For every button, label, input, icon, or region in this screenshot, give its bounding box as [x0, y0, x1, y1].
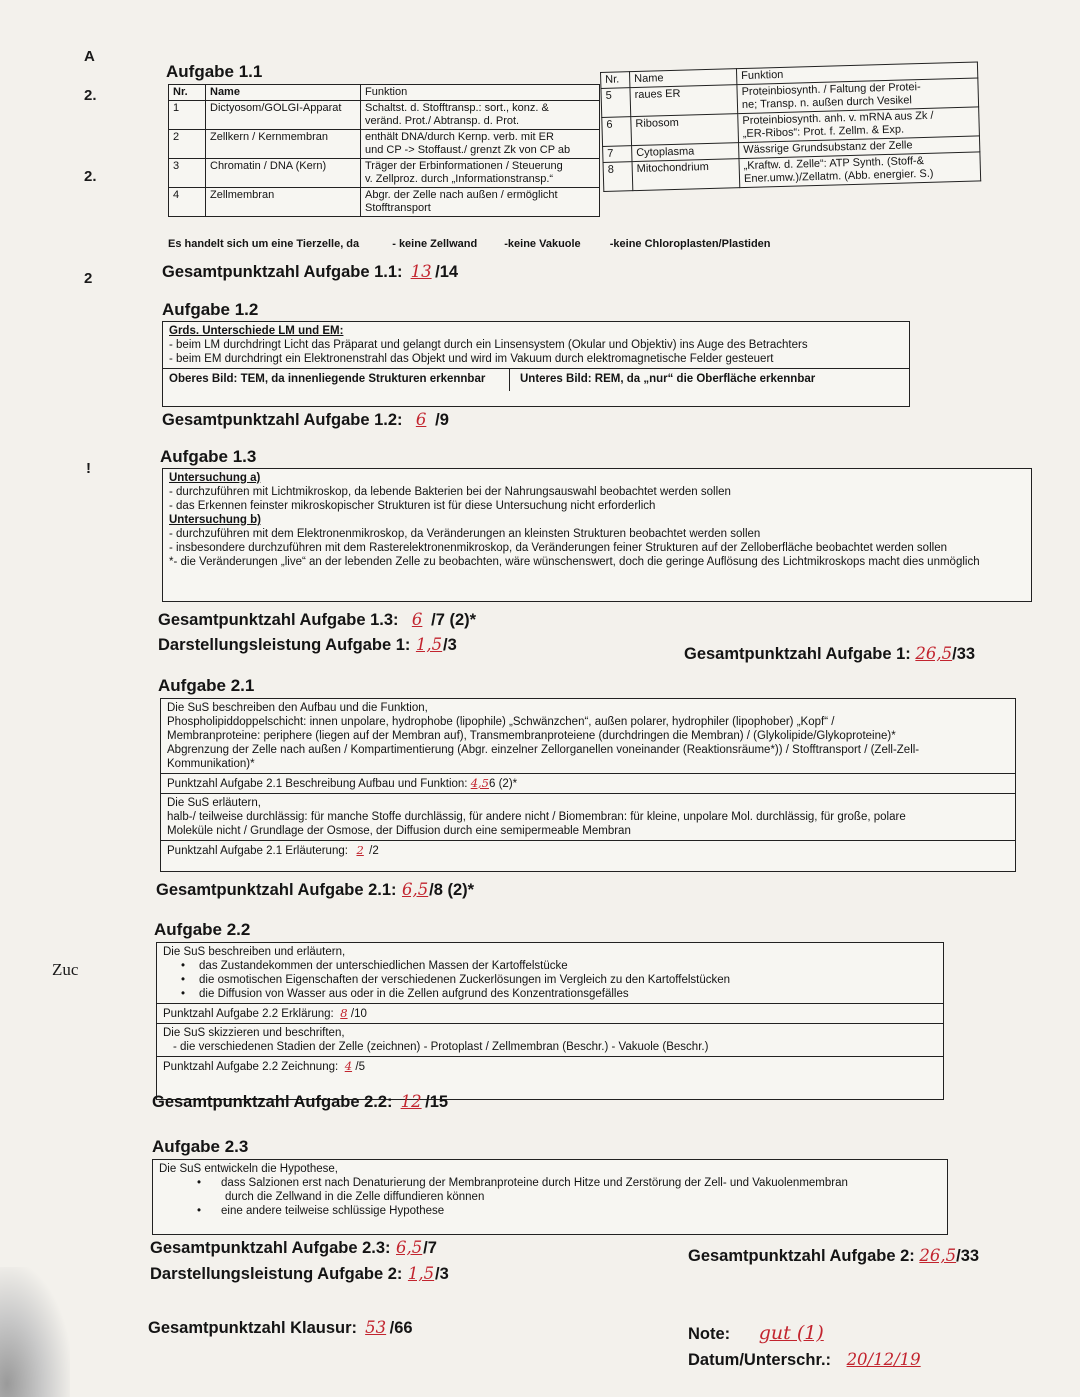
- subtotal-label: Punktzahl Aufgabe 2.1 Beschreibung Aufbau und Funktion:: [167, 778, 468, 790]
- box-line: Die SuS beschreiben und erläutern,: [163, 946, 346, 958]
- subtotal-max: 6 (2)*: [489, 778, 518, 790]
- box-line: halb-/ teilweise durchlässig: für manche Stoffe durchlässig, für andere nicht / Biomembran: für kleine, unpolare Mol. durchlässig, für große, polare: [167, 811, 906, 823]
- table-row: [169, 130, 600, 159]
- box-line: - das Erkennen feinster mikroskopischer Strukturen ist für diese Untersuchung nicht erforderlich: [169, 500, 656, 512]
- cell-name: Mitochondrium: [632, 159, 740, 191]
- box-1-3: [162, 468, 1032, 602]
- bullet-item: • die osmotischen Eigenschaften der verschiedenen Zuckerlösungen im Vergleich zu den Kartoffelstücken: [181, 974, 731, 986]
- cell-nr: 3: [169, 159, 206, 188]
- handwritten-score: 53: [365, 1318, 387, 1337]
- margin-mark-2-2: 2.: [84, 168, 97, 185]
- cell-nr: 4: [169, 188, 206, 217]
- cell-funktion: [361, 188, 600, 217]
- margin-mark-zuc: Zuc: [52, 960, 79, 979]
- funktion-line: „ER-Ribos“: Prot. f. Zellm. & Exp.: [742, 123, 905, 141]
- total-1-2: [162, 410, 449, 430]
- total-max: /14: [435, 263, 459, 281]
- funktion-line: Stofftransport: [365, 202, 431, 214]
- cell-nr: 7: [603, 146, 632, 163]
- table-1-1-left: [168, 84, 600, 217]
- total-label: Gesamtpunktzahl Aufgabe 1.1:: [162, 263, 403, 281]
- bullet-item: • das Zustandekommen der unterschiedlichen Massen der Kartoffelstücke: [181, 960, 568, 972]
- total-1-3: [158, 610, 476, 630]
- total-max: /3: [443, 636, 457, 654]
- funktion-line: v. Zellproz. durch „Informationstransp.“: [365, 173, 554, 185]
- cell-name: Cytoplasma: [632, 143, 739, 162]
- bullet-item: • dass Salzionen erst nach Denaturierung der Membranproteine durch Hitze und Zerstörung der Zell- und Vakuolenmembran: [197, 1177, 848, 1189]
- cell-nr: 8: [603, 162, 633, 192]
- handwritten-score: 12: [400, 1092, 422, 1111]
- box-line: Die SuS erläutern,: [167, 797, 261, 809]
- total-max: /3: [435, 1265, 449, 1283]
- bullet-item: • eine andere teilweise schlüssige Hypothese: [197, 1205, 445, 1217]
- total-label: Darstellungsleistung Aufgabe 1:: [158, 636, 411, 654]
- cell-nr: 5: [601, 88, 631, 118]
- box-line: Kommunikation)*: [167, 758, 255, 770]
- funktion-line: ne; Transp. n. außen durch Vesikel: [741, 94, 913, 112]
- bullet-text: eine andere teilweise schlüssige Hypothese: [221, 1205, 445, 1217]
- darstellung-2: [150, 1264, 449, 1284]
- total-aufgabe-1: [684, 644, 975, 664]
- bullet-text: durch die Zellwand in die Zelle diffundieren können: [225, 1191, 485, 1203]
- handwritten-grade: gut (1): [758, 1322, 824, 1344]
- handwritten-score: 13: [410, 262, 432, 281]
- total-max: /9: [435, 411, 449, 429]
- total-label: Gesamtpunktzahl Klausur:: [148, 1319, 358, 1337]
- box-2-3: [152, 1159, 948, 1235]
- heading-aufgabe-1-3: Aufgabe 1.3: [160, 447, 257, 466]
- box-line: - beim LM durchdringt Licht das Präparat und gelangt durch ein Linsensystem (Okular und Objektiv) ins Auge des Betrachters: [169, 339, 808, 351]
- handwritten-score: 6,5: [401, 880, 429, 899]
- box-1-2-bottom: [163, 368, 909, 391]
- funktion-line: Proteinbiosynth. anh. v. mRNA aus Zk /: [742, 109, 934, 128]
- cell-nr: 1: [169, 101, 206, 130]
- box-1-2: [162, 321, 910, 407]
- handwritten-score: 6: [411, 610, 423, 629]
- funktion-line: Schaltst. d. Stofftransp.: sort., konz. &: [365, 102, 549, 114]
- cell-nr: 6: [602, 117, 632, 147]
- total-label: Gesamtpunktzahl Aufgabe 2.3:: [150, 1239, 391, 1257]
- funktion-line: Abgr. der Zelle nach außen / ermöglicht: [365, 189, 558, 201]
- subtotal-max: /10: [350, 1008, 367, 1020]
- box-2-1-content: [161, 699, 1015, 773]
- funktion-line: Träger der Erbinformationen / Steuerung: [365, 160, 563, 172]
- box-2-3-content: [153, 1160, 947, 1220]
- box-line: Die SuS entwickeln die Hypothese,: [159, 1163, 338, 1175]
- cell-funktion: [361, 130, 600, 159]
- box-2-2: [156, 942, 944, 1100]
- bottom-left-text: Oberes Bild: TEM, da innenliegende Strukturen erkennbar: [163, 369, 510, 391]
- box-line: - die verschiedenen Stadien der Zelle (zeichnen) - Protoplast / Zellmembran (Beschr.) - Vakuole (Beschr.): [173, 1041, 709, 1053]
- cell-name: Chromatin / DNA (Kern): [206, 159, 361, 188]
- box-2-2-content: [157, 943, 943, 1003]
- table-row: [169, 101, 600, 130]
- table-1-1-right: [600, 61, 981, 192]
- handwritten-score: 8: [340, 1006, 348, 1020]
- cell-funktion: [361, 159, 600, 188]
- box-line: Phospholipiddoppelschicht: innen unpolare, hydrophobe (lipophile) „Schwänzchen“, außen polarer, hydrophiler (lipophober) „Kopf“ /: [167, 716, 835, 728]
- box-line: - durchzuführen mit Lichtmikroskop, da lebende Bakterien bei der Nahrungsauswahl beobachtet werden sollen: [169, 486, 731, 498]
- box-2-1-content-2: [161, 793, 1015, 840]
- margin-mark-2-3: 2: [84, 270, 93, 287]
- cell-name: Ribosom: [631, 114, 739, 146]
- cell-name: Zellmembran: [206, 188, 361, 217]
- total-label: Gesamtpunktzahl Aufgabe 1:: [684, 645, 911, 663]
- box-1-2-content: [163, 322, 909, 368]
- table-row: [169, 188, 600, 217]
- total-max: /7 (2)*: [431, 611, 477, 629]
- note-label: Note:: [688, 1325, 731, 1343]
- bullet-text: die Diffusion von Wasser aus oder in die Zellen aufgrund des Konzentrationsgefälles: [199, 988, 629, 1000]
- header-nr: Nr.: [601, 72, 630, 89]
- bullet-item: • die Diffusion von Wasser aus oder in die Zellen aufgrund des Konzentrationsgefälles: [181, 988, 629, 1000]
- total-label: Darstellungsleistung Aufgabe 2:: [150, 1265, 403, 1283]
- box-line: - beim EM durchdringt ein Elektronenstrahl das Objekt und wird im Vakuum durch elektromagnetische Felder gesteuert: [169, 353, 774, 365]
- cell-funktion: [739, 152, 981, 188]
- cell-funktion: [361, 101, 600, 130]
- box-line: - durchzuführen mit dem Elektronenmikroskop, da Veränderungen an kleinsten Strukturen beobachtet werden sollen: [169, 528, 761, 540]
- margin-mark-exclaim: !: [86, 460, 91, 477]
- box-line: Grds. Unterschiede LM und EM:: [169, 325, 344, 337]
- box-line: Untersuchung a): [169, 472, 261, 484]
- total-max: /33: [952, 645, 976, 663]
- header-funktion: Funktion: [736, 62, 977, 85]
- total-2-2: [152, 1092, 448, 1112]
- funktion-line: und CP -> Stoffaust./ grenzt Zk von CP ab: [365, 144, 571, 156]
- handwritten-score: 1,5: [407, 1264, 435, 1283]
- box-line: Membranproteine: periphere (liegen auf der Membran auf), Transmembranproteiene (durchdringen die Membran) / (Glykolipide/Glykoproteine)*: [167, 730, 896, 742]
- datum-label: Datum/Unterschr.:: [688, 1351, 832, 1369]
- subtotal-max: /2: [369, 845, 379, 857]
- box-line: Die SuS skizzieren und beschriften,: [163, 1027, 345, 1039]
- total-max: /8 (2)*: [429, 881, 475, 899]
- table-row: [169, 159, 600, 188]
- subtotal-2-2-zeichnung: [157, 1056, 943, 1076]
- footer-text: Es handelt sich um eine Tierzelle, da: [168, 238, 360, 250]
- box-line: Untersuchung b): [169, 514, 261, 526]
- box-2-1: [160, 698, 1016, 872]
- box-line: - insbesondere durchzuführen mit dem Rasterelektronenmikroskop, da Veränderungen feiner Strukturen auf der Zelloberfläche beobachtet werden sollen: [169, 542, 947, 554]
- heading-aufgabe-1-1: Aufgabe 1.1: [166, 62, 263, 81]
- bullet-text: dass Salzionen erst nach Denaturierung der Membranproteine durch Hitze und Zerstörung der Zell- und Vakuolenmembran: [221, 1177, 848, 1189]
- cell-name: raues ER: [630, 85, 738, 117]
- total-1-1: [162, 262, 458, 282]
- funktion-line: „Kraftw. d. Zelle“: ATP Synth. (Stoff-&: [743, 154, 925, 173]
- handwritten-score: 4,5: [470, 776, 489, 790]
- photo-shadow: [0, 1267, 70, 1397]
- heading-aufgabe-2-2: Aufgabe 2.2: [154, 920, 251, 939]
- cell-nr: 2: [169, 130, 206, 159]
- total-2-1: [156, 880, 474, 900]
- funktion-line: veränd. Prot./ Abtransp. d. Prot.: [365, 115, 520, 127]
- note-field: [688, 1322, 959, 1344]
- total-label: Gesamtpunktzahl Aufgabe 2.1:: [156, 881, 397, 899]
- funktion-line: Ener.umw.)/Zellatm. (Abb. energier. S.): [743, 167, 934, 186]
- funktion-line: enthält DNA/durch Kernp. verb. mit ER: [365, 131, 554, 143]
- total-klausur: [148, 1318, 413, 1338]
- subtotal-max: /5: [355, 1061, 365, 1073]
- handwritten-score: 6,5: [395, 1238, 423, 1257]
- box-2-2-content-2: [157, 1023, 943, 1056]
- total-2-3: [150, 1238, 437, 1258]
- box-1-3-content: [163, 469, 1031, 571]
- handwritten-score: 1,5: [415, 635, 443, 654]
- funktion-line: Wässrige Grundsubstanz der Zelle: [743, 139, 913, 157]
- header-funktion: Funktion: [361, 85, 600, 101]
- total-max: /7: [423, 1239, 437, 1257]
- subtotal-label: Punktzahl Aufgabe 2.2 Erklärung:: [163, 1008, 334, 1020]
- box-line: Moleküle nicht / Grundlage der Osmose, der Diffusion durch eine semipermeable Membran: [167, 825, 631, 837]
- subtotal-label: Punktzahl Aufgabe 2.2 Zeichnung:: [163, 1061, 339, 1073]
- bullet-text: die osmotischen Eigenschaften der verschiedenen Zuckerlösungen im Vergleich zu den Kartoffelstücken: [199, 974, 731, 986]
- bullet-text: das Zustandekommen der unterschiedlichen Massen der Kartoffelstücke: [199, 960, 568, 972]
- subtotal-2-2-erklaerung: [157, 1003, 943, 1023]
- handwritten-score: 4: [344, 1059, 353, 1073]
- bottom-right-text: Unteres Bild: REM, da „nur“ die Oberfläche erkennbar: [520, 373, 816, 385]
- footer-text: - keine Zellwand: [392, 238, 478, 250]
- handwritten-date: 20/12/19: [846, 1350, 921, 1369]
- datum-field: [688, 1350, 932, 1370]
- subtotal-2-1-erlaeuterung: [161, 840, 1015, 860]
- total-aufgabe-2: [688, 1246, 979, 1266]
- header-nr: Nr.: [169, 85, 206, 101]
- table-1-1-footer: [168, 238, 788, 250]
- cell-name: Dictyosom/GOLGI-Apparat: [206, 101, 361, 130]
- total-label: Gesamtpunktzahl Aufgabe 1.2:: [162, 411, 403, 429]
- handwritten-score: 6: [415, 410, 427, 429]
- table-header-row: [169, 85, 600, 101]
- header-name: Name: [630, 69, 737, 88]
- handwritten-score: 26,5: [915, 644, 953, 663]
- subtotal-2-1-beschreibung: [161, 773, 1015, 793]
- darstellung-1: [158, 635, 457, 655]
- margin-mark-a: A: [84, 48, 95, 65]
- box-line: Abgrenzung der Zelle nach außen / Kompartimentierung (Abgr. einzelner Zellorganellen voneinander (Reaktionsräume*)) / Stofftransport / (Zell-Zell-: [167, 744, 920, 756]
- handwritten-score: 2: [356, 843, 364, 857]
- total-label: Gesamtpunktzahl Aufgabe 2:: [688, 1247, 915, 1265]
- footer-text: -keine Chloroplasten/Plastiden: [609, 238, 771, 250]
- cell-name: Zellkern / Kernmembran: [206, 130, 361, 159]
- box-line: Die SuS beschreiben den Aufbau und die Funktion,: [167, 702, 428, 714]
- subtotal-label: Punktzahl Aufgabe 2.1 Erläuterung:: [167, 845, 348, 857]
- heading-aufgabe-2-3: Aufgabe 2.3: [152, 1137, 249, 1156]
- total-label: Gesamtpunktzahl Aufgabe 2.2:: [152, 1093, 393, 1111]
- total-max: /66: [389, 1319, 413, 1337]
- total-max: /33: [956, 1247, 980, 1265]
- box-line: *- die Veränderungen „live“ an der lebenden Zelle zu beobachten, wäre wünschenswert, doch die geringe Auflösung des Lichtmikroskops macht dies unmöglich: [169, 556, 980, 568]
- margin-mark-2-1: 2.: [84, 87, 97, 104]
- total-label: Gesamtpunktzahl Aufgabe 1.3:: [158, 611, 399, 629]
- funktion-line: Proteinbiosynth. / Faltung der Protei-: [741, 81, 921, 99]
- total-max: /15: [425, 1093, 449, 1111]
- heading-aufgabe-1-2: Aufgabe 1.2: [162, 300, 259, 319]
- header-name: Name: [206, 85, 361, 101]
- footer-text: -keine Vakuole: [504, 238, 581, 250]
- handwritten-score: 26,5: [919, 1246, 957, 1265]
- heading-aufgabe-2-1: Aufgabe 2.1: [158, 676, 255, 695]
